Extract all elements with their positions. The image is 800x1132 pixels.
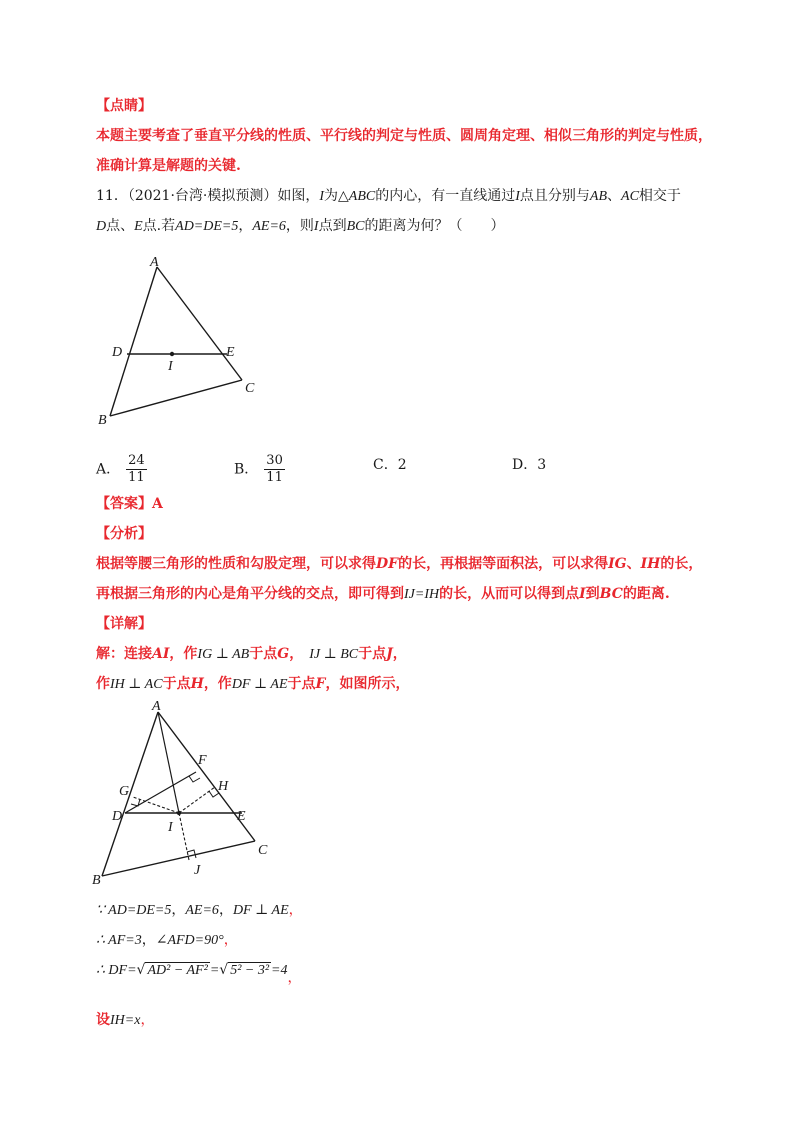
option-b[interactable] (234, 453, 285, 486)
step-sep: ， (141, 932, 156, 948)
detail-text: 于点 (249, 646, 278, 662)
stem-var: I (319, 189, 325, 204)
stem-text: 的距离为何？（ ） (364, 218, 505, 234)
stem-text: 点、 (106, 218, 135, 234)
label-d: D (112, 809, 123, 824)
step-sep: ， (171, 902, 186, 918)
analysis-text: 的长，再根据等面积法，可以求得 (398, 556, 609, 572)
right-angle-g (131, 799, 140, 806)
label-a: A (152, 699, 161, 714)
analysis-line-2 (96, 584, 670, 605)
label-e: E (226, 345, 235, 360)
detail-formula: IH ⊥ AC (110, 677, 163, 692)
stem-text: 点且分别与 (519, 188, 590, 204)
label-b: B (98, 413, 107, 428)
sqrt-expression-1: √ AD² − AF² (136, 962, 208, 978)
step-formula: =4 (271, 963, 288, 978)
fraction-denominator: 11 (266, 470, 283, 485)
sqrt-radicand: AD² − AF² (147, 963, 208, 978)
label-i: I (168, 820, 173, 835)
detail-text: 解：连接 (96, 646, 152, 662)
stem-var: D (96, 219, 107, 234)
stem-var: AE=6 (252, 219, 286, 234)
stem-var: BC (346, 219, 365, 234)
detail-text: 于点 (358, 646, 387, 662)
step-2 (96, 930, 238, 951)
detail-var: G (277, 646, 290, 662)
answer-heading: 【答案】 (96, 496, 152, 512)
right-angle-f (189, 776, 200, 782)
step-formula: DF ⊥ AE (232, 903, 289, 918)
fraction-numerator: 30 (266, 453, 283, 468)
answer-value: A (152, 496, 163, 512)
stem-text: 相交于 (638, 188, 681, 204)
analysis-heading: 【分析】 (96, 526, 152, 542)
answer-line (96, 494, 163, 514)
segment-ij (179, 813, 189, 860)
label-c: C (258, 843, 268, 858)
detail-text: 于点 (287, 676, 316, 692)
step-sep: ， (288, 902, 303, 918)
option-c[interactable]: C．2 (373, 457, 407, 473)
stem-text: 点到 (318, 218, 347, 234)
segment-ab (102, 712, 158, 876)
fraction-numerator: 24 (128, 453, 145, 468)
question-line-2 (96, 216, 504, 237)
step-formula: = (209, 963, 220, 978)
step-3 (96, 960, 302, 986)
analysis-var: IG (608, 556, 627, 572)
label-g: G (119, 784, 130, 799)
figure-triangle-2 (88, 698, 288, 890)
step-sep: ， (223, 932, 238, 948)
label-d: D (112, 345, 123, 360)
analysis-formula: IJ=IH (404, 587, 440, 602)
question-number: 11． (96, 188, 128, 204)
detail-heading: 【详解】 (96, 616, 152, 632)
step-sep: ， (218, 902, 233, 918)
figure-triangle-1 (90, 250, 270, 430)
detail-text: ，作 (203, 676, 232, 692)
sqrt-radicand: 5² − 3² (230, 963, 270, 978)
option-a-fraction (126, 453, 147, 486)
option-b-label: B． (234, 461, 259, 478)
step-formula: ∠AFD=90° (155, 933, 224, 948)
detail-var: H (190, 676, 204, 692)
step-formula: AE=6 (185, 903, 219, 918)
stem-text: 为 (324, 188, 339, 204)
step-1 (96, 900, 303, 921)
analysis-text: 的距离. (622, 586, 670, 602)
detail-line-2 (96, 674, 409, 695)
stem-var: I (313, 219, 319, 234)
detail-text: 于点 (162, 676, 191, 692)
detail-text: ， (289, 646, 304, 662)
detail-line-1 (96, 644, 407, 665)
stem-var: AB (589, 189, 608, 204)
label-f: F (198, 753, 207, 768)
analysis-text: 到 (585, 586, 600, 602)
stem-text: ，则 (285, 218, 314, 234)
detail-formula: IG ⊥ AB (197, 647, 250, 662)
option-a-label: A． (96, 461, 121, 478)
stem-var: AC (621, 189, 639, 204)
analysis-text: 的长， (660, 556, 703, 572)
option-a[interactable] (96, 453, 147, 486)
incenter-point (170, 352, 174, 356)
label-i: I (168, 359, 173, 374)
label-c: C (245, 381, 255, 396)
segment-bc (102, 841, 255, 876)
stem-var: E (134, 219, 143, 234)
stem-text: 的内心，有一直线通过 (375, 188, 516, 204)
label-a: A (150, 255, 159, 270)
fraction-denominator: 11 (128, 470, 145, 485)
stem-text: 点.若 (142, 218, 176, 234)
detail-var: J (386, 646, 393, 662)
analysis-line-1 (96, 554, 702, 574)
step-text: 设 (96, 1012, 110, 1028)
detail-formula: IJ ⊥ BC (309, 647, 359, 662)
label-j: J (194, 863, 201, 878)
review-heading: 【点睛】 (96, 98, 152, 114)
stem-text: 、 (607, 188, 622, 204)
incenter-point (177, 811, 181, 815)
analysis-var: DF (376, 556, 399, 572)
label-b: B (92, 873, 101, 888)
option-d[interactable]: D．3 (512, 457, 547, 473)
stem-var: I (515, 189, 520, 204)
detail-text: ， (392, 646, 407, 662)
review-line-2: 准确计算是解题的关键. (96, 158, 241, 174)
analysis-text: 的长，从而可以得到点 (439, 586, 580, 602)
detail-var: F (315, 676, 326, 692)
label-h: H (218, 779, 229, 794)
detail-formula: DF ⊥ AE (231, 677, 288, 692)
analysis-var: IH (640, 556, 661, 572)
detail-var: AI (152, 646, 170, 662)
detail-text: ，如图所示， (325, 676, 410, 692)
step-4 (96, 1010, 154, 1031)
analysis-text: 根据等腰三角形的性质和勾股定理，可以求得 (96, 556, 376, 572)
detail-text: 作 (96, 676, 110, 692)
step-formula: IH=x (110, 1013, 141, 1028)
analysis-var: BC (599, 586, 623, 602)
segment-bc (110, 380, 242, 416)
stem-text: ， (238, 218, 253, 234)
stem-var: AD=DE=5 (175, 219, 239, 234)
segment-ai (158, 712, 179, 813)
analysis-var: I (579, 586, 586, 602)
review-line-1: 本题主要考查了垂直平分线的性质、平行线的判定与性质、圆周角定理、相似三角形的判定与性质， (96, 128, 712, 144)
option-b-fraction (264, 453, 285, 486)
segment-ab (110, 267, 157, 416)
stem-var: △ABC (338, 189, 376, 204)
step-formula: ∴ AF=3 (96, 933, 142, 948)
label-e: E (237, 809, 246, 824)
step-formula: ∴ DF= (96, 963, 137, 978)
step-sep: ， (140, 1012, 155, 1028)
analysis-text: 再根据三角形的内心是角平分线的交点，即可得到 (96, 586, 404, 602)
question-source: （2021·台湾·模拟预测）如图， (127, 188, 320, 204)
question-line-1 (96, 186, 681, 207)
detail-text: ，作 (169, 646, 198, 662)
sqrt-expression-2: √ 5² − 3² (219, 962, 270, 978)
step-sep: ， (287, 970, 302, 986)
analysis-text: 、 (626, 556, 641, 572)
step-formula: ∵ AD=DE=5 (96, 903, 172, 918)
segment-ih (179, 787, 215, 813)
